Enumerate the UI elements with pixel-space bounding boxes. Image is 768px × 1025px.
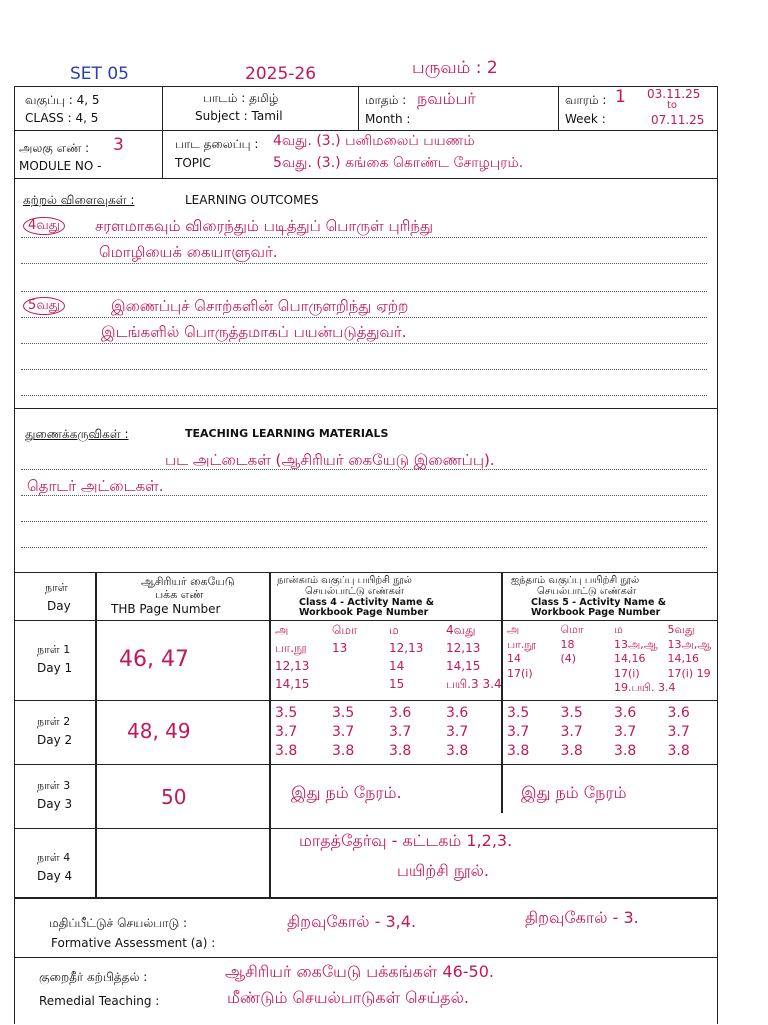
grid-cell: 13அ,ஆ — [667, 637, 712, 651]
materials-label-en: TEACHING LEARNING MATERIALS — [185, 427, 389, 440]
grid-cell: (4) — [560, 652, 577, 665]
day1-label-ta: நாள் 1 — [37, 643, 71, 656]
header-thb-ta1: ஆசிரியர் கையேடு — [141, 575, 235, 588]
grid-cell: 3.7 — [389, 724, 412, 740]
header-c4-en1: Class 4 - Activity Name & — [299, 597, 434, 608]
top-header — [0, 58, 768, 88]
month-value: நவம்பர் — [417, 89, 476, 108]
grid-cell: 3.5 — [507, 705, 530, 721]
topic-class4: 4வது. (3.) பனிமலைப் பயணம் — [273, 133, 475, 149]
grid-cell: பா.நூ — [507, 637, 536, 651]
grid-cell: 3.8 — [614, 743, 637, 759]
grid-cell: 14,16 — [614, 652, 646, 665]
info-row-1 — [15, 87, 717, 131]
grid-cell: 3.6 — [446, 705, 469, 721]
outcomes-label-en: LEARNING OUTCOMES — [185, 193, 319, 207]
module-label-ta: அலகு எண் : — [19, 141, 90, 155]
day2-label-en: Day 2 — [37, 733, 73, 747]
grid-cell: 3.5 — [275, 705, 298, 721]
grid-cell: 12,13 — [275, 659, 310, 673]
header-thb-ta2: பக்க எண் — [155, 588, 204, 601]
table-row-day3 — [15, 765, 717, 829]
week-range-to: to — [667, 100, 678, 111]
table-row-day4 — [15, 829, 717, 897]
day-plan-table — [15, 573, 717, 897]
grid-cell: 19.பயி. 3.4 — [614, 681, 676, 694]
academic-year: 2025-26 — [245, 64, 317, 84]
dotted-line — [21, 369, 707, 370]
dotted-line — [21, 343, 707, 344]
class-label-en: CLASS : 4, 5 — [25, 111, 99, 125]
header-c4-ta2: செயல்பாட்டு எண்கள் — [305, 586, 404, 597]
dotted-line — [21, 395, 707, 396]
grid-cell: பா.நூ — [275, 641, 307, 655]
grid-cell: 14 — [507, 652, 521, 665]
grid-cell: 3.6 — [667, 705, 690, 721]
grid-cell: 14,15 — [275, 677, 310, 691]
grid-cell: 17(i) 19 — [667, 666, 711, 680]
grid-cell: ம — [389, 623, 399, 637]
grid-cell: 3.8 — [560, 743, 583, 759]
grid-cell: மொ — [560, 623, 584, 636]
grid-cell: 3.8 — [507, 743, 530, 759]
grid-cell: அ — [507, 623, 520, 636]
week-range-start: 03.11.25 — [647, 87, 701, 101]
table-row-day1 — [15, 621, 717, 701]
grid-cell: 3.6 — [614, 705, 637, 721]
subject-cell — [163, 87, 359, 130]
formative-label-en: Formative Assessment (a) : — [51, 936, 216, 950]
grid-cell: 14 — [389, 659, 405, 673]
grid-cell: 18 — [560, 637, 575, 651]
grid-cell: 14,15 — [446, 659, 481, 673]
grid-cell: 3.8 — [275, 743, 298, 759]
subject-label-ta: பாடம் : தமிழ் — [203, 91, 279, 105]
day2-class4-grid — [271, 705, 499, 763]
remedial-line2: மீண்டும் செயல்பாடுகள் செய்தல். — [227, 988, 469, 1007]
week-cell — [559, 87, 717, 130]
module-cell — [15, 131, 163, 178]
topic-label-en: TOPIC — [175, 156, 211, 170]
class-label-ta: வகுப்பு : 4, 5 — [25, 93, 100, 107]
grid-cell: 12,13 — [389, 641, 424, 655]
grid-cell: அ — [275, 623, 289, 637]
remedial-line1: ஆசிரியர் கையேடு பக்கங்கள் 46-50. — [225, 962, 494, 981]
grid-cell: 3.7 — [507, 724, 530, 740]
week-value: 1 — [615, 87, 626, 107]
dotted-line — [21, 547, 707, 548]
grid-cell: ம — [614, 623, 623, 636]
header-c5-ta2: செயல்பாட்டு எண்கள் — [537, 586, 636, 597]
grid-cell: 3.8 — [446, 743, 469, 759]
outcome-class4-line1: சரளமாகவும் விரைந்தும் படித்துப் பொருள் புரிந்து — [95, 217, 434, 235]
grid-cell: 3.7 — [332, 724, 355, 740]
remedial-label-ta: குறைதீர் கற்பித்தல் : — [39, 970, 148, 984]
month-label-en: Month : — [365, 112, 411, 126]
outcome-tag-class4: 4வது — [23, 217, 65, 235]
header-c5-en2: Workbook Page Number — [531, 607, 661, 618]
grid-cell: பயி.3 3.4 — [446, 677, 502, 691]
grid-cell: 13 — [332, 641, 348, 655]
day3-thb-pages: 50 — [161, 785, 187, 809]
topic-cell — [163, 131, 717, 178]
day1-class4-grid — [271, 623, 502, 699]
day2-class5-grid — [503, 705, 717, 763]
month-cell — [359, 87, 559, 130]
grid-cell: 3.7 — [446, 724, 469, 740]
header-c5-ta1: ஐந்தாம் வகுப்பு பயிற்சி நூல் — [511, 575, 640, 586]
lesson-plan-sheet — [14, 86, 718, 1024]
day1-thb-pages: 46, 47 — [119, 647, 189, 672]
set-number: SET 05 — [70, 64, 129, 84]
subject-label-en: Subject : Tamil — [195, 109, 283, 123]
day2-label-ta: நாள் 2 — [37, 715, 71, 728]
day4-activity-line2: பயிற்சி நூல். — [397, 861, 489, 880]
remedial-teaching-section — [15, 958, 717, 1025]
grid-cell: 5வது — [667, 623, 695, 636]
grid-cell: 17(i) — [507, 666, 533, 680]
formative-assessment-section — [15, 898, 717, 958]
info-row-2 — [15, 131, 717, 179]
day1-label-en: Day 1 — [37, 661, 73, 675]
grid-cell: 3.6 — [389, 705, 412, 721]
materials-label-ta: துணைக்கருவிகள் : — [25, 427, 129, 441]
formative-class4: திறவுகோல் - 3,4. — [287, 912, 417, 931]
week-label-ta: வாரம் : — [565, 93, 607, 107]
grid-cell: 3.8 — [389, 743, 412, 759]
day3-class4-activity: இது நம் நேரம். — [291, 783, 402, 802]
outcome-tag-class5: 5வது — [23, 297, 65, 315]
week-range-end: 07.11.25 — [651, 113, 705, 127]
module-label-en: MODULE NO - — [19, 159, 102, 173]
header-day-en: Day — [47, 599, 71, 613]
dotted-line — [21, 263, 707, 264]
grid-cell: 3.7 — [560, 724, 583, 740]
grid-cell: 3.5 — [332, 705, 355, 721]
header-day-ta: நாள் — [45, 581, 68, 594]
formative-label-ta: மதிப்பீட்டுச் செயல்பாடு : — [49, 916, 188, 930]
grid-cell: 15 — [389, 677, 405, 691]
grid-cell: மொ — [332, 623, 358, 637]
topic-class5: 5வது. (3.) கங்கை கொண்ட சோழபுரம். — [273, 155, 524, 171]
day4-label-ta: நாள் 4 — [37, 851, 71, 864]
day3-label-ta: நாள் 3 — [37, 779, 71, 792]
grid-cell: 14,16 — [667, 652, 699, 665]
table-row-day2 — [15, 701, 717, 765]
grid-cell: 3.8 — [667, 743, 690, 759]
grid-cell: 4வது — [446, 623, 476, 637]
outcomes-label-ta: கற்றல் விளைவுகள் : — [23, 193, 135, 207]
week-label-en: Week : — [565, 112, 606, 126]
term: பருவம் : 2 — [412, 58, 498, 78]
outcome-class5-line1: இணைப்புச் சொற்களின் பொருளறிந்து ஏற்ற — [111, 297, 409, 315]
month-label-ta: மாதம் : — [365, 93, 407, 107]
materials-line1: பட அட்டைகள் (ஆசிரியர் கையேடு இணைப்பு). — [165, 451, 495, 469]
dotted-line — [21, 521, 707, 522]
grid-cell: 3.8 — [332, 743, 355, 759]
outcome-class5-line2: இடங்களில் பொருத்தமாகப் பயன்படுத்துவர். — [101, 323, 407, 341]
dotted-line — [21, 237, 707, 238]
remedial-label-en: Remedial Teaching : — [39, 994, 160, 1008]
grid-cell: 3.7 — [614, 724, 637, 740]
day3-class5-activity: இது நம் நேரம் — [521, 783, 627, 802]
grid-cell: 3.7 — [667, 724, 690, 740]
grid-cell: 3.5 — [560, 705, 583, 721]
table-header-row — [15, 573, 717, 621]
grid-cell: 3.7 — [275, 724, 298, 740]
topic-label-ta: பாட தலைப்பு : — [175, 137, 259, 151]
day4-activity-line1: மாதத்தேர்வு - கட்டகம் 1,2,3. — [299, 831, 513, 850]
class-cell — [15, 87, 163, 130]
day1-class5-grid — [503, 623, 717, 699]
header-thb-en: THB Page Number — [111, 602, 221, 616]
dotted-line — [21, 317, 707, 318]
grid-cell: 17(i) — [614, 666, 640, 680]
formative-class5: திறவுகோல் - 3. — [525, 908, 639, 927]
grid-cell: 12,13 — [446, 641, 481, 655]
grid-cell: 13அ,ஆ — [614, 637, 658, 651]
day2-thb-pages: 48, 49 — [127, 719, 191, 743]
day3-label-en: Day 3 — [37, 797, 73, 811]
module-value: 3 — [113, 135, 124, 155]
learning-outcomes-section — [15, 179, 717, 409]
materials-line2: தொடர் அட்டைகள். — [27, 477, 164, 495]
dotted-line — [21, 291, 707, 292]
header-c4-ta1: நான்காம் வகுப்பு பயிற்சி நூல் — [277, 575, 412, 586]
outcome-class4-line2: மொழியைக் கையாளுவர். — [99, 243, 278, 261]
header-c4-en2: Workbook Page Number — [299, 607, 429, 618]
day4-label-en: Day 4 — [37, 869, 73, 883]
header-c5-en1: Class 5 - Activity Name & — [531, 597, 666, 608]
teaching-materials-section — [15, 409, 717, 573]
